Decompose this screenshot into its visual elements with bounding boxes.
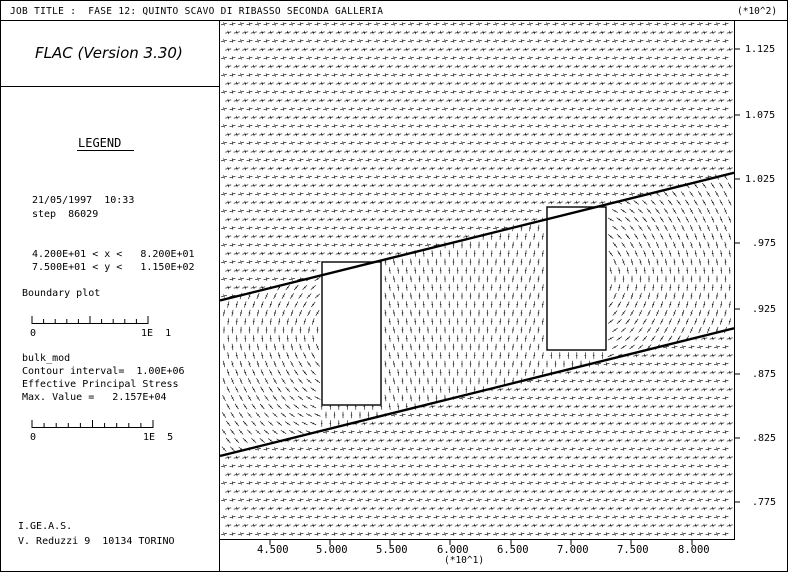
- principal-stress-field: [221, 22, 733, 535]
- x-tick-label: 8.000: [678, 544, 710, 556]
- company-address: V. Reduzzi 9 10134 TORINO: [18, 536, 175, 547]
- step-count: step 86029: [32, 209, 99, 220]
- x-tick-label: 5.000: [316, 544, 348, 556]
- scale-bar-2: [32, 420, 153, 428]
- max-value: Max. Value = 2.157E+04: [22, 392, 167, 403]
- legend-heading: LEGEND: [78, 136, 122, 150]
- tunnel-excavation-1: [322, 262, 381, 405]
- date-time: 21/05/1997 10:33: [32, 195, 135, 206]
- job-title: JOB TITLE : FASE 12: QUINTO SCAVO DI RIBASSO SECONDA GALLERIA: [10, 6, 384, 17]
- scale-bar-1: [32, 316, 148, 324]
- y-tick-label: .775: [752, 497, 777, 508]
- stress-crosses: [221, 22, 733, 535]
- y-range: 7.500E+01 < y < 1.150E+02: [32, 262, 195, 273]
- x-tick-label: 6.000: [437, 544, 469, 556]
- field-label: bulk_mod: [22, 353, 71, 364]
- x-range: 4.200E+01 < x < 8.200E+01: [32, 249, 195, 260]
- stress-label: Effective Principal Stress: [22, 379, 179, 390]
- x-tick-label: 7.500: [617, 544, 649, 556]
- tunnel-excavation-2: [547, 207, 606, 350]
- y-tick-label: 1.125: [745, 44, 776, 55]
- x-multiplier-label: (*10^1): [444, 555, 485, 566]
- boundary-line-2: [220, 328, 734, 456]
- x-tick-label: 6.500: [497, 544, 529, 556]
- x-tick-label: 7.000: [557, 544, 589, 556]
- x-tick-label: 5.500: [376, 544, 408, 556]
- y-tick-label: 1.075: [745, 110, 776, 121]
- company-name: I.GE.A.S.: [18, 521, 73, 532]
- scale2-right-label: 1E 5: [143, 432, 174, 443]
- y-tick-label: .975: [752, 238, 777, 249]
- y-multiplier-label: (*10^2): [737, 6, 778, 17]
- boundary-plot-label: Boundary plot: [22, 288, 101, 299]
- y-tick-label: .825: [752, 433, 777, 444]
- y-tick-label: .925: [752, 304, 777, 315]
- scale2-left-label: 0: [30, 432, 37, 443]
- contour-interval: Contour interval= 1.00E+06: [22, 366, 185, 377]
- program-name: FLAC (Version 3.30): [35, 44, 183, 62]
- boundary-line-1: [220, 173, 734, 301]
- y-tick-label: 1.025: [745, 174, 776, 185]
- x-tick-label: 4.500: [257, 544, 289, 556]
- scale1-right-label: 1E 1: [141, 328, 172, 339]
- y-tick-label: .875: [752, 369, 777, 380]
- scale1-left-label: 0: [30, 328, 37, 339]
